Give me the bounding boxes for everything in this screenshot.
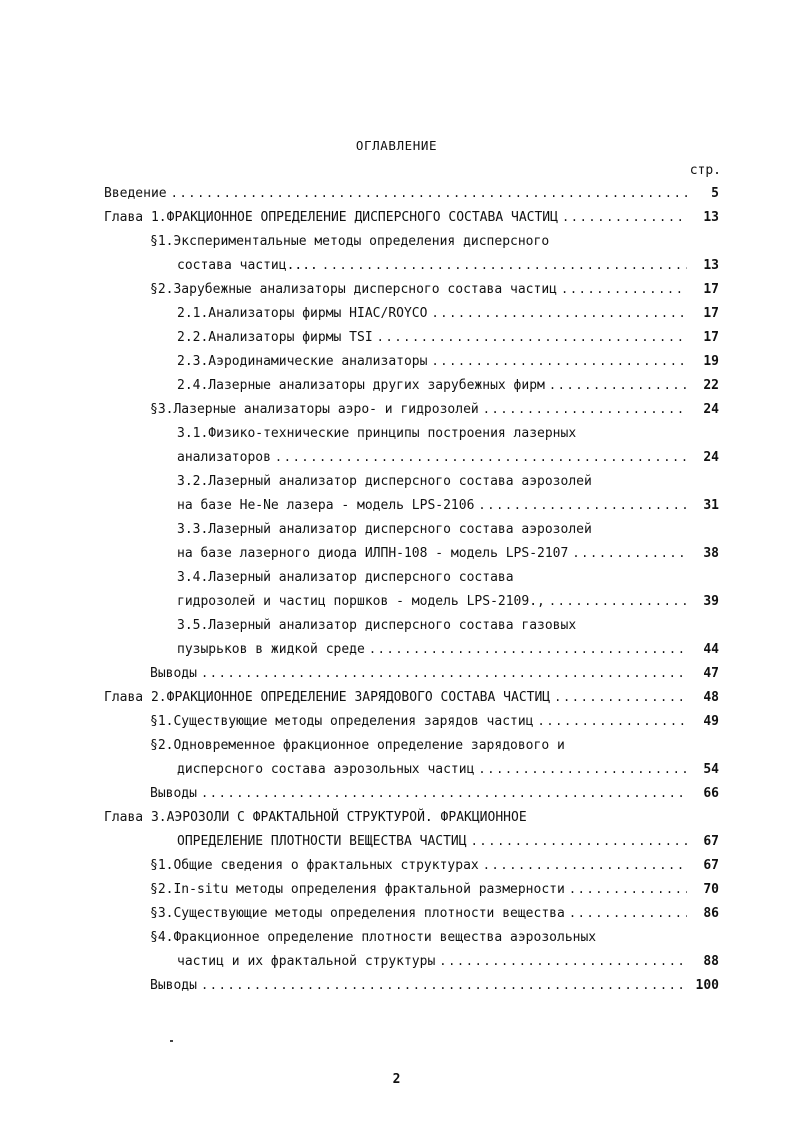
toc-entry-text: дисперсного состава аэрозольных частиц (177, 762, 475, 777)
toc-entry-text: пузырьков в жидкой среде (177, 642, 365, 657)
toc-entry-text: 3.4.Лазерный анализатор дисперсного состава (177, 570, 514, 585)
toc-entry-page: 13 (703, 210, 719, 225)
leader-dots (201, 978, 687, 992)
toc-entry-page: 13 (703, 258, 719, 273)
leader-dots (549, 594, 687, 608)
toc-entry-page: 44 (703, 642, 719, 657)
toc-entry-conclusions (150, 978, 719, 998)
toc-entry-page: 49 (703, 714, 719, 729)
toc-entry (177, 258, 719, 278)
toc-entry-page: 31 (703, 498, 719, 513)
toc-entry (177, 642, 719, 662)
toc-entry-page: 47 (703, 666, 719, 681)
toc-entry-page: 88 (703, 954, 719, 969)
toc-entry-text: Глава 2.ФРАКЦИОННОЕ ОПРЕДЕЛЕНИЕ ЗАРЯДОВОГО СОСТАВА ЧАСТИЦ (104, 690, 551, 705)
toc-entry-text: состава частиц.... (177, 258, 318, 273)
toc-entry-text: 3.3.Лазерный анализатор дисперсного состава аэрозолей (177, 522, 592, 537)
toc-entry-page: 24 (703, 402, 719, 417)
leader-dots (377, 330, 687, 344)
toc-entry (177, 330, 719, 350)
toc-entry-page: 19 (703, 354, 719, 369)
toc-entry (177, 378, 719, 398)
toc-entry (177, 954, 719, 974)
leader-dots (171, 186, 687, 200)
toc-entry-page: 66 (703, 786, 719, 801)
toc-entry-text: 2.4.Лазерные анализаторы других зарубежных фирм (177, 378, 545, 393)
toc-entry-text: частиц и их фрактальной структуры (177, 954, 436, 969)
leader-dots (562, 210, 687, 224)
toc-entry-text: на базе He-Ne лазера - модель LPS-2106 (177, 498, 475, 513)
toc-entry-text: §3.Лазерные анализаторы аэро- и гидрозолей (150, 402, 479, 417)
toc-entry-text: гидрозолей и частиц поршков - модель LPS-2109., (177, 594, 545, 609)
toc-entry (150, 282, 719, 302)
toc-entry-chapter-3-text: Глава 3.АЭРОЗОЛИ С ФРАКТАЛЬНОЙ СТРУКТУРОЙ. ФРАКЦИОННОЕ (104, 810, 527, 825)
toc-entry-page: 22 (703, 378, 719, 393)
toc-entry-text: 3.5.Лазерный анализатор дисперсного состава газовых (177, 618, 577, 633)
toc-entry-page: 67 (703, 858, 719, 873)
toc-entry (177, 498, 719, 518)
leader-dots (483, 858, 687, 872)
leader-dots (431, 306, 687, 320)
toc-entry-text: Выводы (150, 978, 197, 993)
toc-entry (177, 306, 719, 326)
toc-entry-page: 67 (703, 834, 719, 849)
page-number: 2 (392, 1072, 401, 1087)
leader-dots (561, 282, 687, 296)
toc-entry (177, 762, 719, 782)
toc-entry-introduction (104, 186, 719, 206)
leader-dots (471, 834, 687, 848)
leader-dots (478, 762, 687, 776)
leader-dots (572, 546, 687, 560)
toc-entry-text: 2.1.Анализаторы фирмы HIAC/ROYCO (177, 306, 428, 321)
leader-dots (549, 378, 687, 392)
leader-dots (554, 690, 687, 704)
toc-entry-text: анализаторов (177, 450, 271, 465)
toc-entry-text: Выводы (150, 666, 197, 681)
toc-entry (150, 714, 719, 734)
toc-entry-conclusions (150, 786, 719, 806)
leader-dots (322, 258, 687, 272)
toc-entry-text: §3.Существующие методы определения плотности вещества (150, 906, 565, 921)
leader-dots (538, 714, 687, 728)
toc-entry-page: 38 (703, 546, 719, 561)
leader-dots (201, 786, 687, 800)
leader-dots (439, 954, 687, 968)
toc-entry (177, 546, 719, 566)
toc-entry-page: 17 (703, 306, 719, 321)
toc-entry-text: Выводы (150, 786, 197, 801)
toc-entry-text: 3.2.Лазерный анализатор дисперсного состава аэрозолей (177, 474, 592, 489)
toc-entry (150, 402, 719, 422)
toc-entry-text: §2.In-situ методы определения фрактальной размерности (150, 882, 565, 897)
toc-entry-chapter-1 (104, 210, 719, 230)
toc-entry-text: Глава 1.ФРАКЦИОННОЕ ОПРЕДЕЛЕНИЕ ДИСПЕРСНОГО СОСТАВА ЧАСТИЦ (104, 210, 558, 225)
page-column-label: стр. (689, 163, 721, 178)
toc-entry-page: 17 (703, 282, 719, 297)
toc-entry (150, 858, 719, 878)
toc-entry (177, 594, 719, 614)
toc-entry-text: §1.Общие сведения о фрактальных структурах (150, 858, 479, 873)
toc-entry (150, 906, 719, 926)
leader-dots (478, 498, 687, 512)
leader-dots (483, 402, 687, 416)
toc-entry-text: 2.2.Анализаторы фирмы TSI (177, 330, 373, 345)
toc-entry (177, 354, 719, 374)
toc-entry-text: §2.Зарубежные анализаторы дисперсного состава частиц (150, 282, 557, 297)
toc-entry-page: 24 (703, 450, 719, 465)
toc-entry-page: 70 (703, 882, 719, 897)
leader-dots (569, 882, 687, 896)
toc-entry (177, 834, 719, 854)
toc-entry-page: 54 (703, 762, 719, 777)
leader-dots (201, 666, 687, 680)
toc-entry-page: 5 (711, 186, 719, 201)
toc-entry-page: 86 (703, 906, 719, 921)
leader-dots (369, 642, 687, 656)
scan-speck (170, 1040, 173, 1042)
leader-dots (275, 450, 687, 464)
toc-entry-text: §4.Фракционное определение плотности вещества аэрозольных (150, 930, 597, 945)
toc-entry-page: 17 (703, 330, 719, 345)
toc-entry-page: 39 (703, 594, 719, 609)
toc-entry-text: на базе лазерного диода ИЛПН-108 - модель LPS-2107 (177, 546, 569, 561)
toc-entry-text: §2.Одновременное фракционное определение зарядового и (150, 738, 565, 753)
leader-dots (569, 906, 687, 920)
toc-entry-text: 3.1.Физико-технические принципы построения лазерных (177, 426, 577, 441)
toc-entry-text: 2.3.Аэродинамические анализаторы (177, 354, 428, 369)
toc-entry (150, 882, 719, 902)
toc-entry-text: §1.Экспериментальные методы определения дисперсного (150, 234, 550, 249)
toc-entry-page: 48 (703, 690, 719, 705)
toc-entry (177, 450, 719, 470)
toc-entry-text: Введение (104, 186, 167, 201)
toc-entry-conclusions (150, 666, 719, 686)
toc-entry-text: §1.Существующие методы определения зарядов частиц (150, 714, 534, 729)
leader-dots (431, 354, 687, 368)
toc-entry-chapter-2 (104, 690, 719, 710)
toc-entry-text: ОПРЕДЕЛЕНИЕ ПЛОТНОСТИ ВЕЩЕСТВА ЧАСТИЦ (177, 834, 467, 849)
toc-entry-page: 100 (695, 978, 719, 993)
toc-title: ОГЛАВЛЕНИЕ (355, 138, 438, 153)
